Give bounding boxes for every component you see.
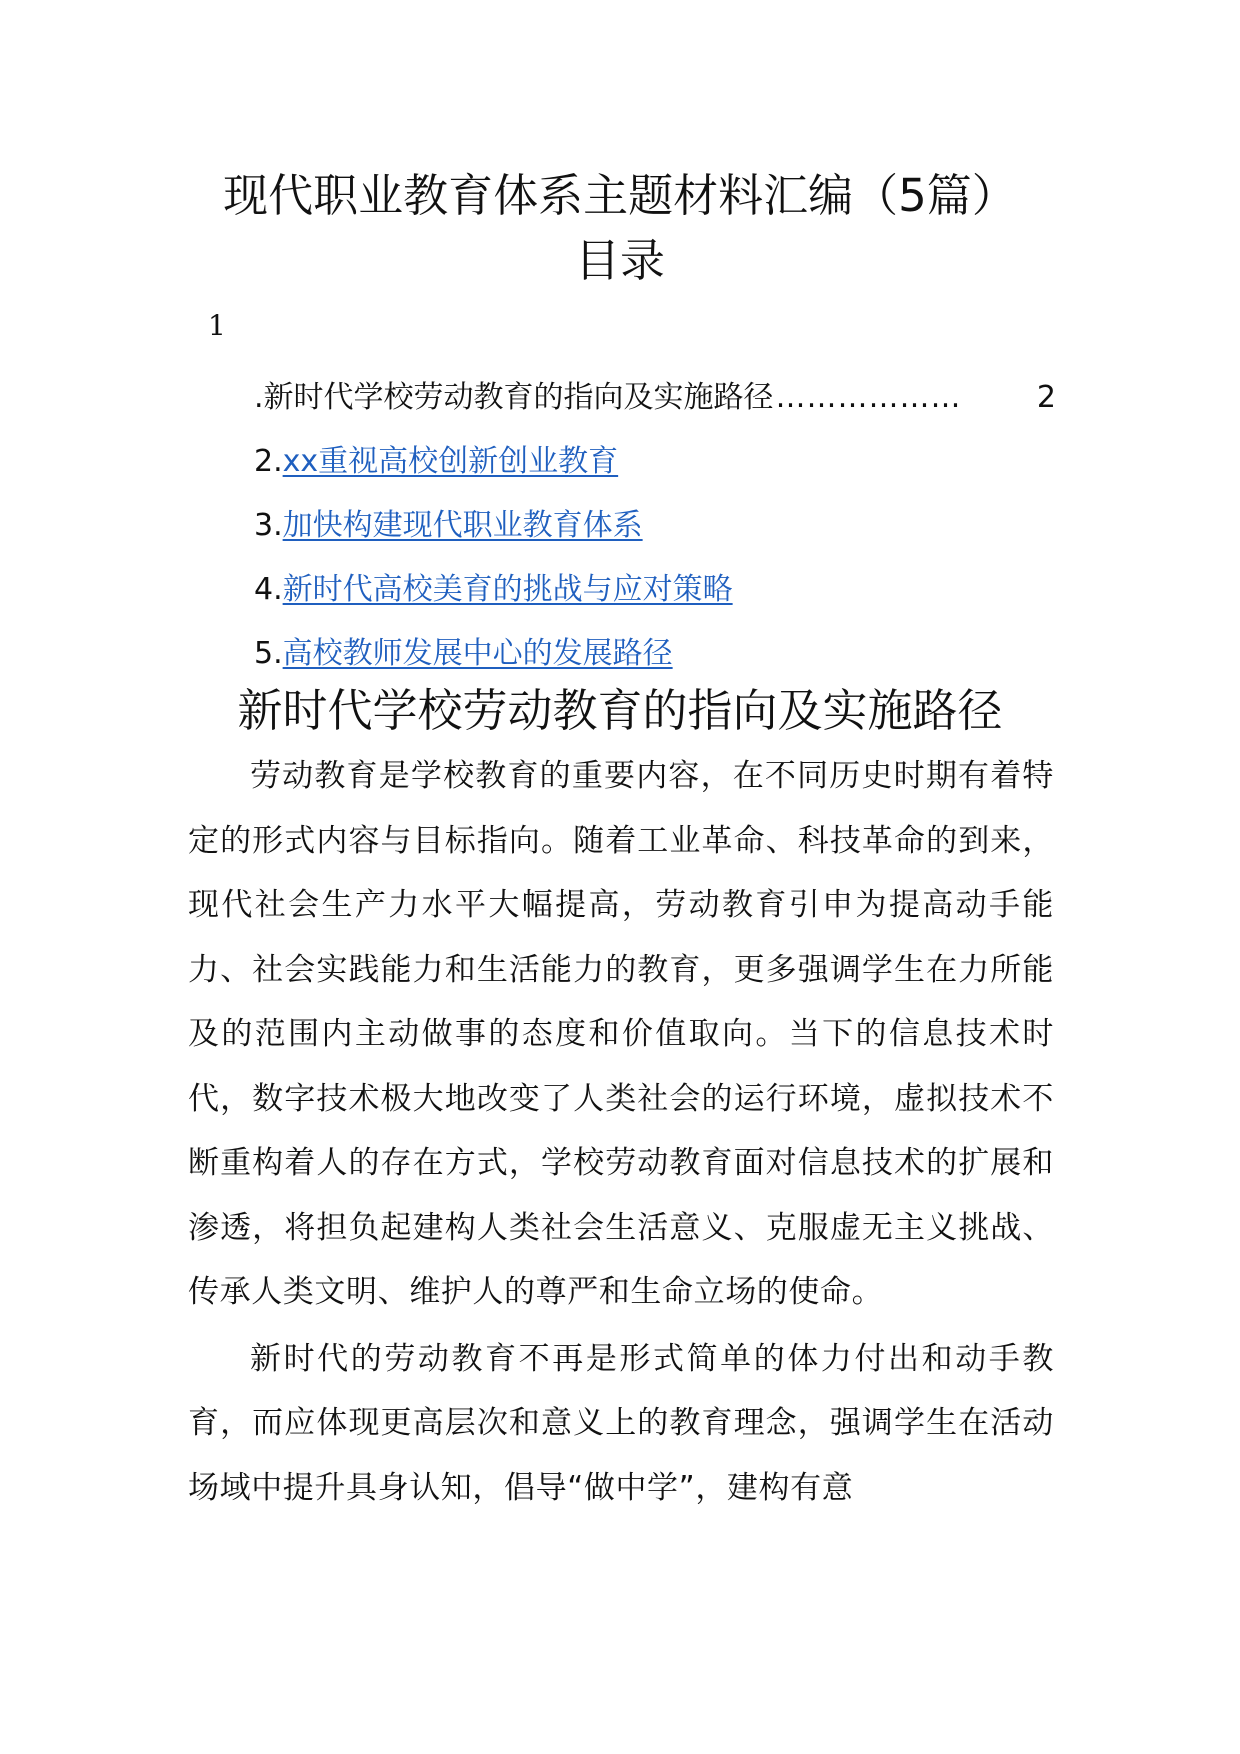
document-title: 现代职业教育体系主题材料汇编（5篇） — [223, 169, 1017, 222]
toc-link[interactable]: 新时代高校美育的挑战与应对策略 — [282, 572, 733, 607]
toc-link[interactable]: xx重视高校创新创业教育 — [282, 444, 619, 479]
toc-stray-number: 1 — [208, 309, 226, 342]
toc-leader-dots: ……………… — [775, 380, 962, 415]
table-of-contents — [254, 366, 1056, 686]
toc-item-1[interactable] — [254, 366, 1056, 430]
article-paragraph: 劳动教育是学校教育的重要内容，在不同历史时期有着特定的形式内容与目标指向。随着工业革命、科技革命的到来，现代社会生产力水平大幅提高，劳动教育引申为提高动手能力、社会实践能力和生活能力的教育，更多强调学生在力所能及的范围内主动做事的态度和价值取向。当下的信息技术时代，数字技术极大地改变了人类社会的运行环境，虚拟技术不断重构着人的存在方式，学校劳动教育面对信息技术的扩展和渗透，将担负起建构人类社会生活意义、克服虚无主义挑战、传承人类文明、维护人的尊严和生命立场的使命。 — [188, 758, 1054, 1310]
toc-item-number: 3. — [254, 508, 283, 543]
toc-item-number: 2. — [254, 444, 283, 479]
article-body — [188, 744, 1054, 1522]
toc-item-number: 4. — [254, 572, 283, 607]
article-title: 新时代学校劳动教育的指向及实施路径 — [237, 684, 1003, 737]
toc-item-4[interactable] — [254, 558, 1056, 622]
toc-item-3[interactable] — [254, 494, 1056, 558]
toc-heading: 目录 — [574, 234, 665, 287]
toc-link[interactable]: 高校教师发展中心的发展路径 — [282, 636, 673, 671]
article-paragraph: 新时代的劳动教育不再是形式简单的体力付出和动手教育，而应体现更高层次和意义上的教育理念，强调学生在活动场域中提升具身认知，倡导“做中学”，建构有意 — [188, 1340, 1054, 1506]
toc-item-title: .新时代学校劳动教育的指向及实施路径 — [254, 380, 774, 415]
toc-page-number: 2 — [1036, 380, 1056, 415]
toc-link[interactable]: 加快构建现代职业教育体系 — [282, 508, 643, 543]
toc-item-5[interactable] — [254, 622, 1056, 686]
toc-item-2[interactable] — [254, 430, 1056, 494]
toc-item-number: 5. — [254, 636, 283, 671]
